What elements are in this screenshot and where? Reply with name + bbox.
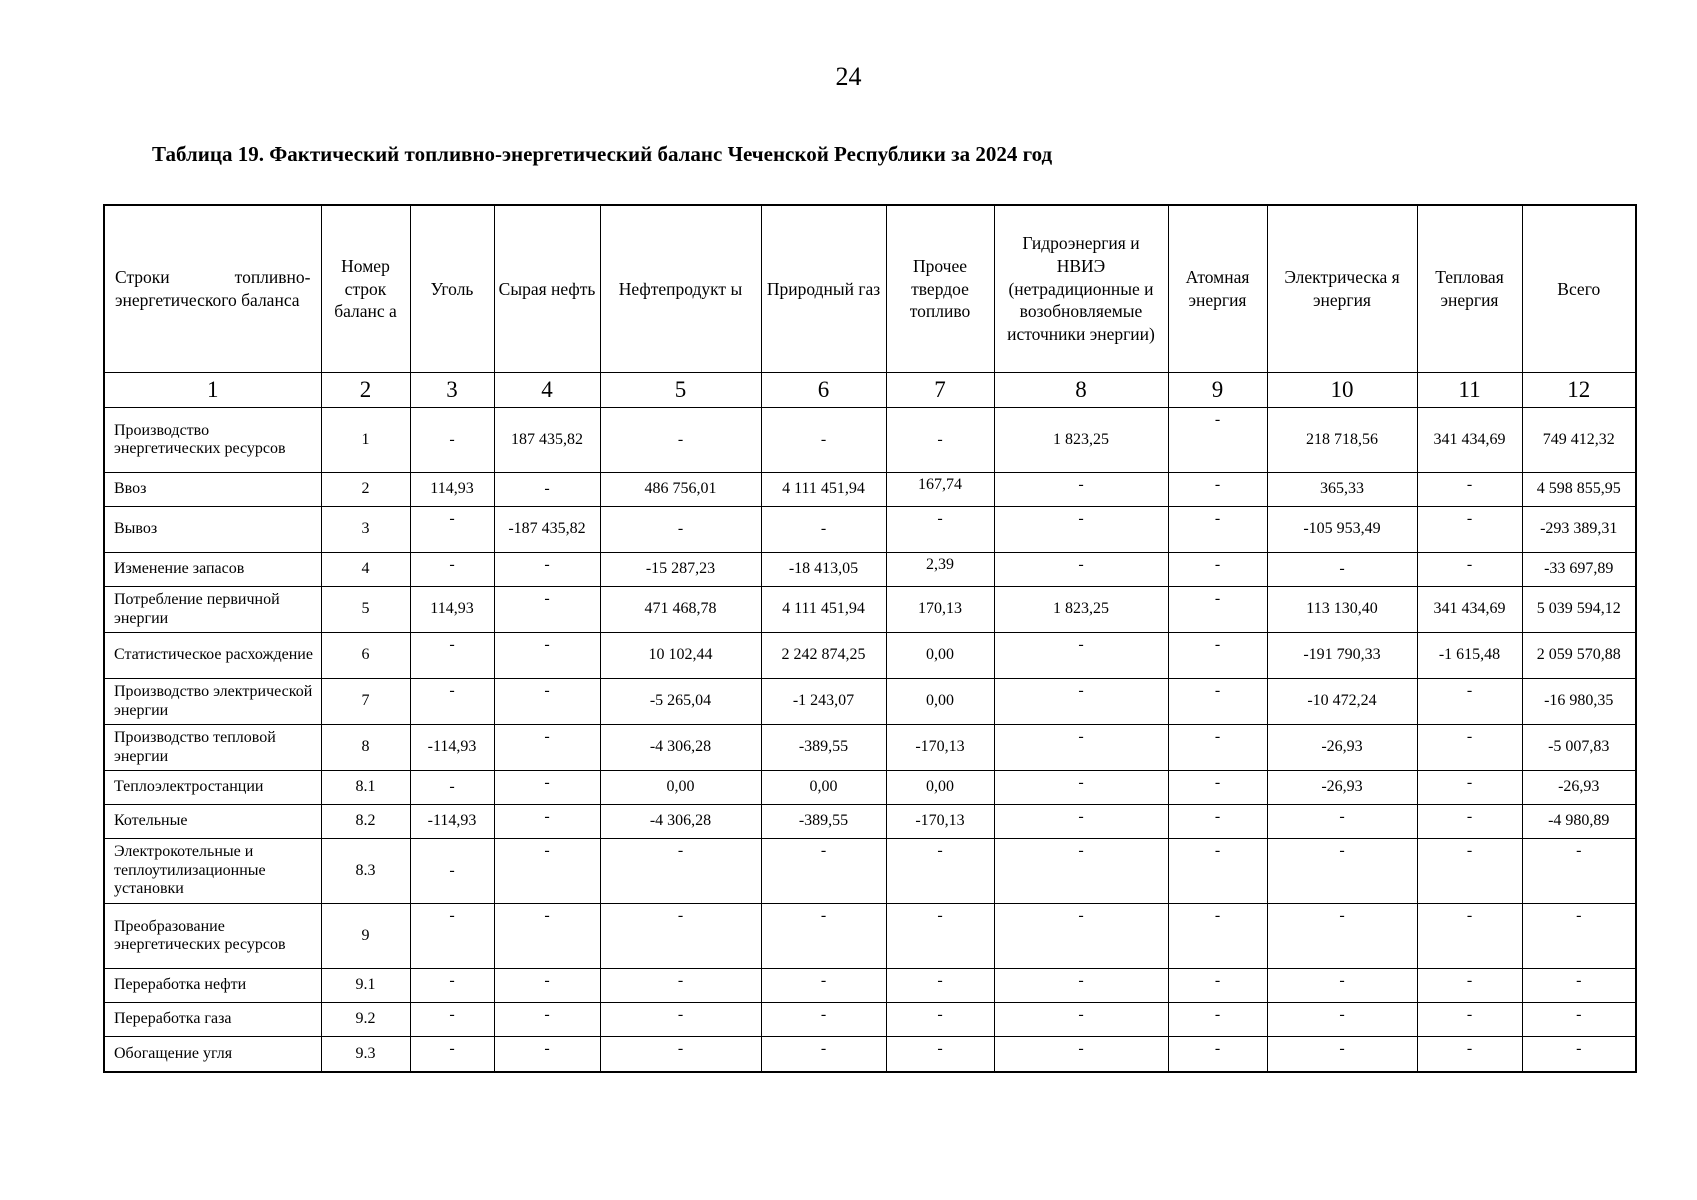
row-label: Производство энергетических ресурсов <box>104 408 321 473</box>
table-cell: - <box>994 1037 1168 1073</box>
column-number: 6 <box>761 373 886 408</box>
col-header-balance-rows: Строки топливно-энергетического баланса <box>104 205 321 373</box>
table-cell: 5 039 594,12 <box>1522 587 1636 633</box>
table-cell: -191 790,33 <box>1267 633 1417 679</box>
column-number: 2 <box>321 373 410 408</box>
row-label: Переработка нефти <box>104 969 321 1003</box>
page-number: 24 <box>835 62 862 91</box>
row-label: Потребление первичной энергии <box>104 587 321 633</box>
row-number: 1 <box>321 408 410 473</box>
row-label: Обогащение угля <box>104 1037 321 1073</box>
table-cell: - <box>494 587 600 633</box>
table-cell: - <box>494 1037 600 1073</box>
table-cell: - <box>886 1003 994 1037</box>
table-cell: - <box>1168 904 1267 969</box>
table-cell: -26,93 <box>1267 771 1417 805</box>
column-number: 1 <box>104 373 321 408</box>
table-cell: - <box>886 507 994 553</box>
table-cell: 1 823,25 <box>994 587 1168 633</box>
table-cell: 10 102,44 <box>600 633 761 679</box>
table-cell: - <box>600 507 761 553</box>
table-cell: -293 389,31 <box>1522 507 1636 553</box>
table-row <box>104 839 1636 904</box>
table-cell: -26,93 <box>1522 771 1636 805</box>
row-number: 8.1 <box>321 771 410 805</box>
table-cell: - <box>761 1037 886 1073</box>
table-cell: - <box>410 633 494 679</box>
table-cell: - <box>1168 805 1267 839</box>
table-cell: 187 435,82 <box>494 408 600 473</box>
table-cell: -10 472,24 <box>1267 679 1417 725</box>
table-cell: - <box>761 839 886 904</box>
table-row <box>104 969 1636 1003</box>
table-cell: - <box>494 1003 600 1037</box>
column-number: 9 <box>1168 373 1267 408</box>
row-label: Переработка газа <box>104 1003 321 1037</box>
table-cell: - <box>494 633 600 679</box>
table-cell: -15 287,23 <box>600 553 761 587</box>
col-header-total: Всего <box>1522 205 1636 373</box>
row-label: Изменение запасов <box>104 553 321 587</box>
table-cell: -1 243,07 <box>761 679 886 725</box>
row-number: 9.2 <box>321 1003 410 1037</box>
table-row <box>104 553 1636 587</box>
table-cell: - <box>600 839 761 904</box>
row-label: Производство тепловой энергии <box>104 725 321 771</box>
table-cell: 0,00 <box>761 771 886 805</box>
table-cell: - <box>761 507 886 553</box>
table-cell: - <box>494 553 600 587</box>
table-cell: - <box>1417 1037 1522 1073</box>
table-cell: - <box>1168 1003 1267 1037</box>
table-cell: - <box>410 408 494 473</box>
table-cell: - <box>1267 839 1417 904</box>
table-cell: -389,55 <box>761 725 886 771</box>
table-row <box>104 633 1636 679</box>
col-header-petroleum-products: Нефтепродукт ы <box>600 205 761 373</box>
table-cell: - <box>494 969 600 1003</box>
table-cell: - <box>994 771 1168 805</box>
table-cell: - <box>600 1037 761 1073</box>
table-cell: - <box>410 507 494 553</box>
table-cell: - <box>410 839 494 904</box>
table-cell: - <box>1267 553 1417 587</box>
table-row <box>104 904 1636 969</box>
table-row <box>104 408 1636 473</box>
column-number: 5 <box>600 373 761 408</box>
row-label: Производство электрической энергии <box>104 679 321 725</box>
table-cell: - <box>1168 1037 1267 1073</box>
table-cell: - <box>761 1003 886 1037</box>
table-row <box>104 805 1636 839</box>
table-cell: - <box>1168 587 1267 633</box>
table-cell: - <box>494 805 600 839</box>
row-number: 2 <box>321 473 410 507</box>
row-label: Статистическое расхождение <box>104 633 321 679</box>
table-cell: - <box>994 507 1168 553</box>
table-cell: - <box>600 969 761 1003</box>
table-cell: 4 598 855,95 <box>1522 473 1636 507</box>
table-cell: - <box>761 408 886 473</box>
column-number: 10 <box>1267 373 1417 408</box>
table-cell: - <box>994 473 1168 507</box>
table-cell: - <box>1168 473 1267 507</box>
table-cell: - <box>494 725 600 771</box>
table-cell: - <box>886 1037 994 1073</box>
row-label: Ввоз <box>104 473 321 507</box>
table-row <box>104 1037 1636 1073</box>
table-cell: - <box>1267 805 1417 839</box>
table-cell: - <box>1522 839 1636 904</box>
table-cell: - <box>1168 771 1267 805</box>
table-cell: 218 718,56 <box>1267 408 1417 473</box>
table-cell: - <box>994 633 1168 679</box>
table-cell: 0,00 <box>886 633 994 679</box>
table-cell: - <box>1168 679 1267 725</box>
table-cell: - <box>994 969 1168 1003</box>
table-row <box>104 473 1636 507</box>
table-cell: - <box>1168 725 1267 771</box>
table-row <box>104 771 1636 805</box>
table-cell: 0,00 <box>886 679 994 725</box>
col-header-nuclear: Атомная энергия <box>1168 205 1267 373</box>
table-row <box>104 507 1636 553</box>
table-cell: - <box>410 1037 494 1073</box>
table-cell: - <box>994 553 1168 587</box>
table-cell: - <box>1417 473 1522 507</box>
table-cell: - <box>494 839 600 904</box>
row-number: 6 <box>321 633 410 679</box>
table-cell: - <box>994 839 1168 904</box>
row-number: 4 <box>321 553 410 587</box>
table-cell: -4 306,28 <box>600 725 761 771</box>
table-cell: 113 130,40 <box>1267 587 1417 633</box>
col-header-natural-gas: Природный газ <box>761 205 886 373</box>
col-header-coal: Уголь <box>410 205 494 373</box>
table-cell: - <box>410 969 494 1003</box>
table-cell: 0,00 <box>600 771 761 805</box>
table-cell: - <box>994 1003 1168 1037</box>
table-cell: - <box>1417 553 1522 587</box>
table-cell: -1 615,48 <box>1417 633 1522 679</box>
table-cell: -18 413,05 <box>761 553 886 587</box>
table-cell: - <box>994 725 1168 771</box>
table-row <box>104 1003 1636 1037</box>
table-cell: - <box>410 553 494 587</box>
table-row <box>104 725 1636 771</box>
table-cell: - <box>410 679 494 725</box>
table-cell: 341 434,69 <box>1417 408 1522 473</box>
table-cell: - <box>1522 969 1636 1003</box>
table-cell: 749 412,32 <box>1522 408 1636 473</box>
table-cell: - <box>494 679 600 725</box>
row-number: 7 <box>321 679 410 725</box>
table-cell: - <box>1168 408 1267 473</box>
column-number: 3 <box>410 373 494 408</box>
row-number: 8.2 <box>321 805 410 839</box>
table-cell: - <box>761 969 886 1003</box>
table-cell: - <box>1417 805 1522 839</box>
table-cell: 0,00 <box>886 771 994 805</box>
table-cell: - <box>410 1003 494 1037</box>
table-cell: - <box>1417 507 1522 553</box>
table-cell: -114,93 <box>410 805 494 839</box>
table-cell: - <box>1417 839 1522 904</box>
row-number: 3 <box>321 507 410 553</box>
row-label: Вывоз <box>104 507 321 553</box>
table-cell: - <box>994 904 1168 969</box>
table-row <box>104 679 1636 725</box>
row-label: Теплоэлектростанции <box>104 771 321 805</box>
table-cell: -33 697,89 <box>1522 553 1636 587</box>
table-cell: - <box>994 679 1168 725</box>
table-cell: -5 265,04 <box>600 679 761 725</box>
row-number: 9.3 <box>321 1037 410 1073</box>
table-cell: - <box>1168 507 1267 553</box>
table-cell: 365,33 <box>1267 473 1417 507</box>
table-cell: - <box>1168 553 1267 587</box>
table-cell: - <box>1417 1003 1522 1037</box>
table-cell: 114,93 <box>410 587 494 633</box>
table-cell: - <box>1417 771 1522 805</box>
table-title: Таблица 19. Фактический топливно-энергетический баланс Чеченской Республики за 2024 год <box>152 142 1053 166</box>
table-cell: 167,74 <box>886 473 994 507</box>
table-cell: -114,93 <box>410 725 494 771</box>
table-cell: - <box>1168 633 1267 679</box>
table-cell: - <box>1522 1003 1636 1037</box>
table-cell: - <box>600 904 761 969</box>
table-cell: - <box>1417 969 1522 1003</box>
row-label: Котельные <box>104 805 321 839</box>
table-cell: 4 111 451,94 <box>761 473 886 507</box>
table-cell: 1 823,25 <box>994 408 1168 473</box>
table-cell: 486 756,01 <box>600 473 761 507</box>
table-cell: -4 306,28 <box>600 805 761 839</box>
table-cell: 341 434,69 <box>1417 587 1522 633</box>
column-numbers-row <box>104 373 1636 408</box>
row-label: Преобразование энергетических ресурсов <box>104 904 321 969</box>
table-cell: -26,93 <box>1267 725 1417 771</box>
table-cell: -170,13 <box>886 725 994 771</box>
column-number: 8 <box>994 373 1168 408</box>
table-cell: -389,55 <box>761 805 886 839</box>
energy-balance-table <box>103 204 1637 1073</box>
table-cell: - <box>1267 1037 1417 1073</box>
table-cell: -5 007,83 <box>1522 725 1636 771</box>
table-cell: -105 953,49 <box>1267 507 1417 553</box>
table-cell: - <box>1417 904 1522 969</box>
col-header-row-number: Номер строк баланс а <box>321 205 410 373</box>
table-cell: - <box>886 839 994 904</box>
table-cell: - <box>494 904 600 969</box>
table-cell: - <box>886 408 994 473</box>
table-cell: - <box>410 771 494 805</box>
table-cell: - <box>494 771 600 805</box>
table-cell: -4 980,89 <box>1522 805 1636 839</box>
table-cell: 4 111 451,94 <box>761 587 886 633</box>
table-cell: - <box>494 473 600 507</box>
col-header-hydro-renewables: Гидроэнергия и НВИЭ (нетрадиционные и возобновляемые источники энергии) <box>994 205 1168 373</box>
table-cell: - <box>886 904 994 969</box>
table-cell: 2 059 570,88 <box>1522 633 1636 679</box>
table-cell: -187 435,82 <box>494 507 600 553</box>
table-cell: -170,13 <box>886 805 994 839</box>
column-number: 4 <box>494 373 600 408</box>
col-header-other-solid-fuel: Прочее твердое топливо <box>886 205 994 373</box>
column-number: 7 <box>886 373 994 408</box>
table-cell: - <box>1522 1037 1636 1073</box>
table-cell: - <box>1522 904 1636 969</box>
table-cell: - <box>1168 839 1267 904</box>
col-header-electric-energy: Электрическа я энергия <box>1267 205 1417 373</box>
table-cell: - <box>761 904 886 969</box>
table-cell: - <box>886 969 994 1003</box>
table-cell: - <box>1417 679 1522 725</box>
col-header-heat-energy: Тепловая энергия <box>1417 205 1522 373</box>
table-cell: - <box>1168 969 1267 1003</box>
table-cell: - <box>1267 969 1417 1003</box>
row-number: 8 <box>321 725 410 771</box>
table-cell: 170,13 <box>886 587 994 633</box>
table-cell: - <box>1267 1003 1417 1037</box>
table-cell: 2,39 <box>886 553 994 587</box>
table-cell: -16 980,35 <box>1522 679 1636 725</box>
col-header-crude-oil: Сырая нефть <box>494 205 600 373</box>
column-number: 12 <box>1522 373 1636 408</box>
table-cell: - <box>1267 904 1417 969</box>
table-cell: 2 242 874,25 <box>761 633 886 679</box>
header-row <box>104 205 1636 373</box>
table-cell: - <box>1417 725 1522 771</box>
row-label: Электрокотельные и теплоутилизационные установки <box>104 839 321 904</box>
row-number: 9.1 <box>321 969 410 1003</box>
table-row <box>104 587 1636 633</box>
row-number: 9 <box>321 904 410 969</box>
table-cell: 471 468,78 <box>600 587 761 633</box>
column-number: 11 <box>1417 373 1522 408</box>
row-number: 5 <box>321 587 410 633</box>
table-cell: - <box>410 904 494 969</box>
table-cell: - <box>994 805 1168 839</box>
table-cell: - <box>600 408 761 473</box>
row-number: 8.3 <box>321 839 410 904</box>
table-cell: 114,93 <box>410 473 494 507</box>
table-cell: - <box>600 1003 761 1037</box>
